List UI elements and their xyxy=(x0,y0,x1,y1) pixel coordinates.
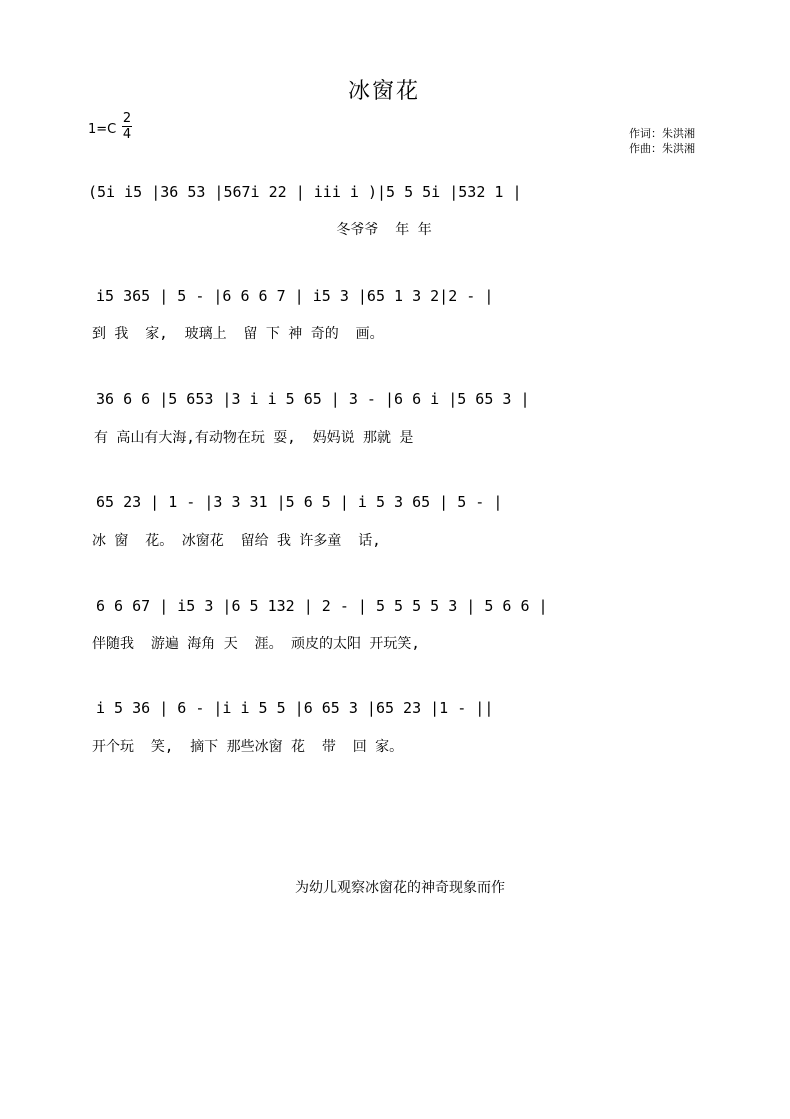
composition-note: 为幼儿观察冰窗花的神奇现象而作 xyxy=(295,880,505,896)
lyrics-line: 冰 窗 花。 冰窗花 留给 我 许多童 话, xyxy=(92,533,381,549)
time-signature-top: 2 xyxy=(122,111,132,126)
lyrics-line: 冬爷爷 年 年 xyxy=(92,222,432,238)
notes-line: (5i i5 |36 53 |567i 22 | iii i )|5 5 5i |532 1 | xyxy=(88,183,522,201)
song-title: 冰窗花 xyxy=(347,79,420,104)
credits xyxy=(629,126,695,156)
lyrics-line: 有 高山有大海,有动物在玩 耍, 妈妈说 那就 是 xyxy=(94,430,414,446)
notes-line: 6 6 67 | i5 3 |6 5 132 | 2 - | 5 5 5 5 3 | 5 6 6 | xyxy=(96,597,548,615)
lyrics-line: 开个玩 笑, 摘下 那些冰窗 花 带 回 家。 xyxy=(92,739,404,755)
notes-line: i 5 36 | 6 - |i i 5 5 |6 65 3 |65 23 |1 - || xyxy=(96,699,494,717)
lyrics-line: 到 我 家, 玻璃上 留 下 神 奇的 画。 xyxy=(92,326,384,342)
composer-credit: 作曲：朱洪湘 xyxy=(629,142,695,155)
time-signature-bottom: 4 xyxy=(122,127,132,142)
time-signature xyxy=(121,111,133,142)
key-signature: 1=C xyxy=(88,122,117,137)
notes-line: 65 23 | 1 - |3 3 31 |5 6 5 | i 5 3 65 | 5 - | xyxy=(96,493,503,511)
notes-line: i5 365 | 5 - |6 6 6 7 | i5 3 |65 1 3 2|2 - | xyxy=(96,287,494,305)
lyricist-credit: 作词：朱洪湘 xyxy=(629,127,695,140)
notes-line: 36 6 6 |5 653 |3 i i 5 65 | 3 - |6 6 i |5 65 3 | xyxy=(96,390,530,408)
lyrics-line: 伴随我 游遍 海角 天 涯。 顽皮的太阳 开玩笑, xyxy=(92,636,420,652)
